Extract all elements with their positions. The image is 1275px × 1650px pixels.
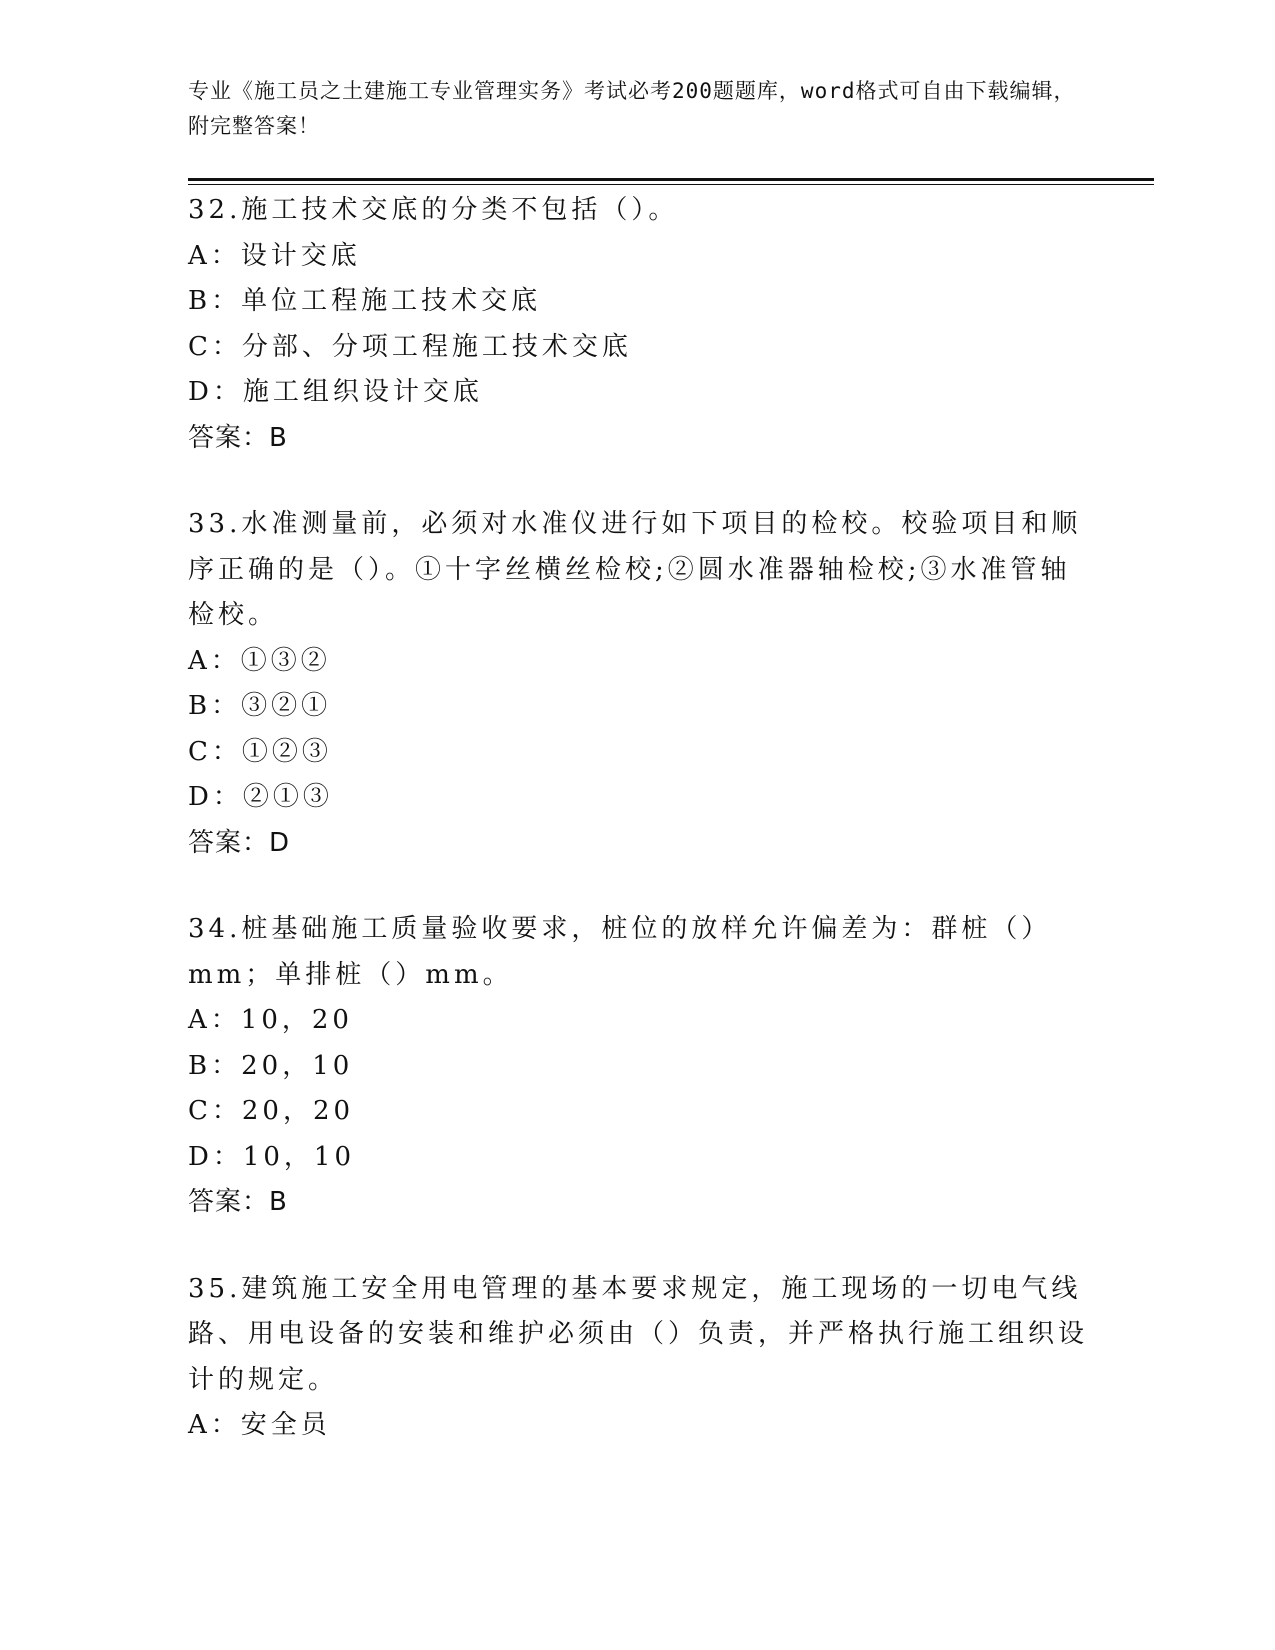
- option-a: A：10，20: [188, 1005, 353, 1035]
- option-d: D：②①③: [188, 782, 333, 812]
- question-list: [188, 188, 1088, 1490]
- question-33: [188, 502, 1088, 866]
- option-a: A：安全员: [188, 1410, 331, 1440]
- question-stem: 32.施工技术交底的分类不包括（）。: [188, 195, 679, 225]
- question-stem: 35.建筑施工安全用电管理的基本要求规定，施工现场的一切电气线路、用电设备的安装和维护必须由（）负责，并严格执行施工组织设计的规定。: [188, 1273, 1089, 1395]
- option-c: C：①②③: [188, 736, 332, 767]
- question-stem: 34.桩基础施工质量验收要求，桩位的放样允许偏差为：群桩（）mm；单排桩（）mm。: [188, 914, 1052, 990]
- header-divider-thin: [188, 184, 1154, 185]
- option-d: D：10，10: [188, 1141, 356, 1172]
- question-32: [188, 188, 1088, 461]
- option-b: B：③②①: [188, 691, 332, 721]
- option-a: A：①③②: [188, 645, 331, 676]
- option-a: A：设计交底: [188, 240, 361, 271]
- option-b: B：20，10: [188, 1050, 354, 1081]
- answer-label: 答案：D: [188, 827, 291, 858]
- option-c: C：分部、分项工程施工技术交底: [188, 331, 632, 362]
- answer-label: 答案：B: [188, 1187, 288, 1217]
- header-divider-thick: [188, 178, 1154, 181]
- option-d: D：施工组织设计交底: [188, 377, 483, 407]
- document-header: 专业《施工员之土建施工专业管理实务》考试必考200题题库，word格式可自由下载编辑，附完整答案！: [188, 79, 1076, 138]
- question-stem: 33.水准测量前，必须对水准仪进行如下项目的检校。校验项目和顺序正确的是（）。①十字丝横丝检校;②圆水准器轴检校;③水准管轴检校。: [188, 509, 1082, 630]
- question-35: [188, 1267, 1088, 1449]
- question-34: [188, 907, 1088, 1226]
- option-b: B：单位工程施工技术交底: [188, 286, 542, 316]
- answer-label: 答案：B: [188, 422, 288, 453]
- option-c: C：20，20: [188, 1096, 355, 1126]
